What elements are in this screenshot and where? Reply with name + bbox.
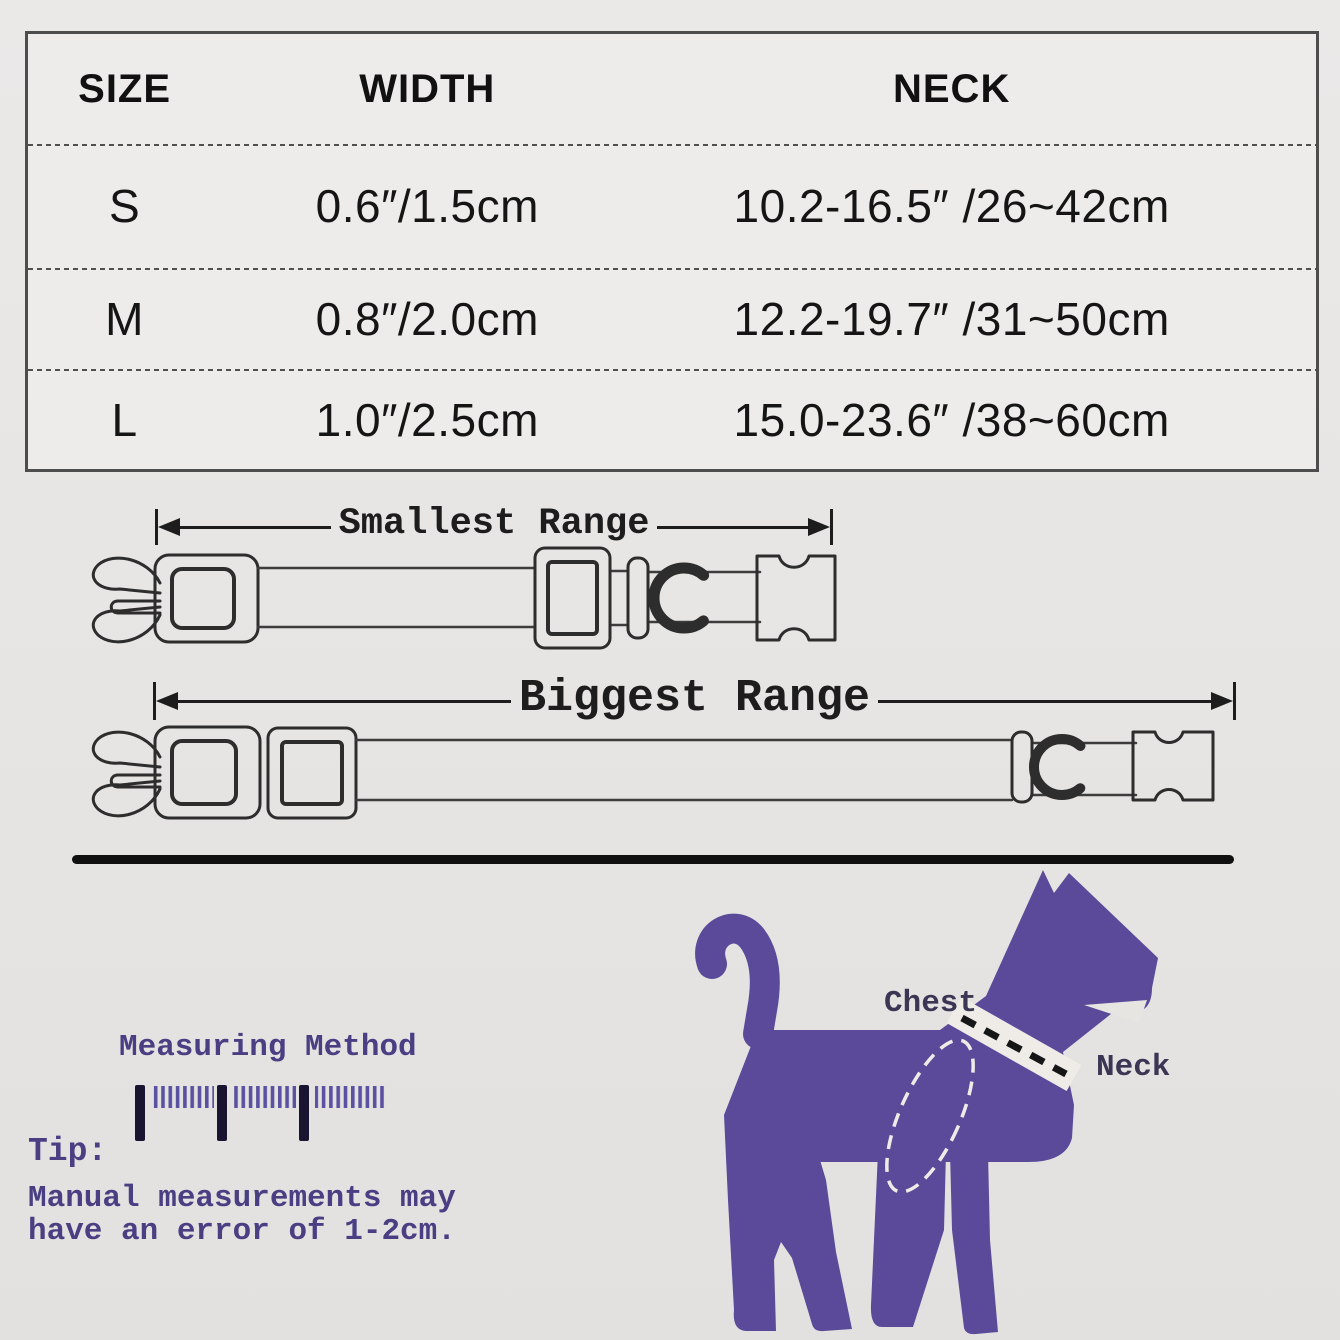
row-divider: [28, 268, 1316, 270]
dog-silhouette: [688, 860, 1248, 1340]
dog-front-leg: [871, 1152, 946, 1327]
d-ring: [1034, 739, 1090, 795]
table-row: [28, 268, 1316, 369]
table-row: [28, 144, 1316, 268]
ruler-icon: [132, 1085, 392, 1143]
smallest-range-label: Smallest Range: [338, 503, 650, 545]
neck-value: 10.2-16.5″ /26~42cm: [733, 180, 1170, 232]
dimension-end-bar: [830, 509, 833, 545]
collar-diagram-smallest: [80, 543, 860, 655]
width-value: 1.0″/2.5cm: [315, 393, 539, 446]
arrow-right-icon: [808, 518, 830, 536]
size-table: [25, 31, 1319, 472]
d-ring: [654, 568, 714, 628]
row-divider: [28, 144, 1316, 146]
table-header-row: [28, 34, 1316, 144]
measuring-method-title: Measuring Method: [119, 1030, 417, 1065]
dimension-line: [178, 526, 331, 529]
size-value: L: [111, 393, 138, 446]
tip-label: Tip:: [28, 1133, 108, 1170]
arrow-left-icon: [158, 518, 180, 536]
biggest-range-label: Biggest Range: [518, 672, 871, 724]
collar-diagram-biggest: [80, 715, 1240, 827]
collar-strap: [356, 740, 1136, 800]
strap-keeper: [628, 558, 648, 638]
arrow-right-icon: [1211, 692, 1233, 710]
width-value: 0.6″/1.5cm: [315, 180, 539, 232]
buckle-male: [93, 727, 260, 818]
arrow-left-icon: [156, 692, 178, 710]
dimension-line: [176, 700, 511, 703]
tri-glide-slider: [268, 728, 356, 818]
col-header-width: WIDTH: [359, 66, 496, 111]
size-value: S: [109, 180, 141, 232]
col-header-neck: NECK: [892, 66, 1011, 111]
neck-value: 15.0-23.6″ /38~60cm: [733, 393, 1170, 446]
buckle-female: [1133, 732, 1213, 800]
neck-label: Neck: [1096, 1050, 1171, 1085]
dog-front-leg: [950, 1152, 998, 1334]
dimension-line: [878, 700, 1213, 703]
tip-text-line2: have an error of 1-2cm.: [28, 1214, 456, 1249]
chest-label: Chest: [884, 986, 978, 1021]
row-divider: [28, 369, 1316, 371]
tri-glide-slider: [535, 548, 610, 648]
col-header-size: SIZE: [78, 66, 172, 111]
buckle-male: [93, 555, 258, 642]
tip-text-line1: Manual measurements may: [28, 1181, 456, 1216]
table-row: [28, 369, 1316, 470]
neck-value: 12.2-19.7″ /31~50cm: [733, 292, 1170, 345]
dimension-line: [657, 526, 810, 529]
collar-strap: [258, 568, 760, 627]
width-value: 0.8″/2.0cm: [315, 292, 539, 345]
dog-tail: [710, 929, 765, 1034]
size-value: M: [105, 292, 144, 345]
buckle-female: [757, 556, 835, 640]
